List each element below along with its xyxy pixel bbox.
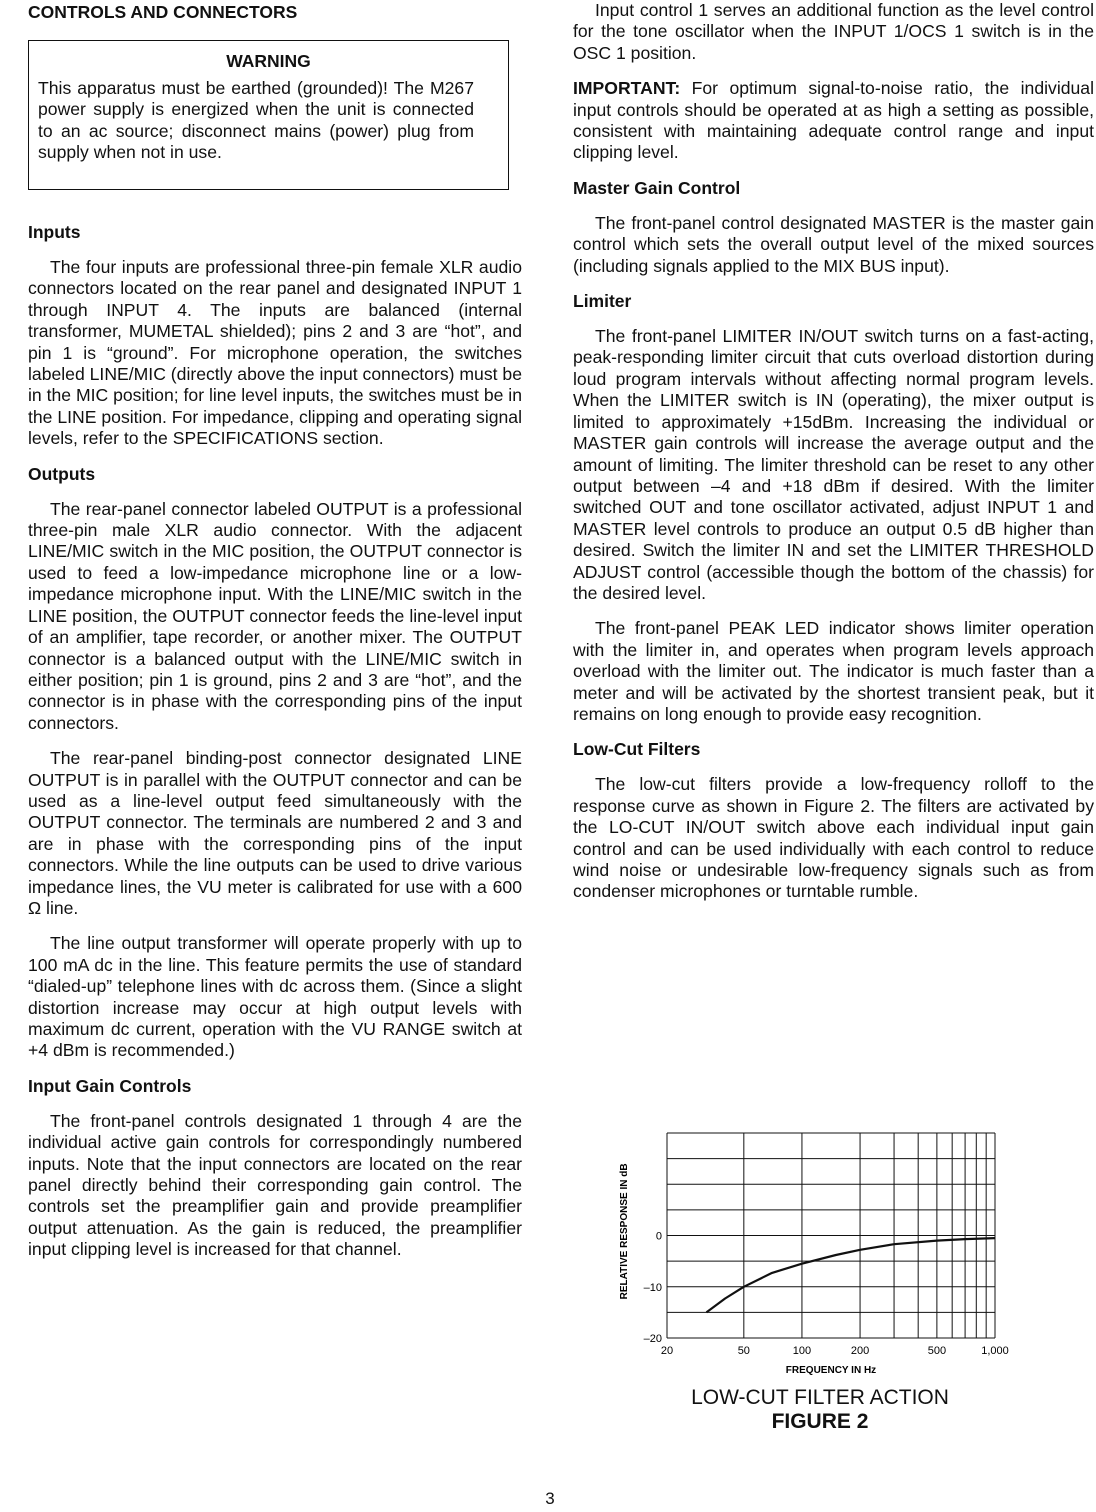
right-sections	[573, 0, 1094, 917]
x-axis-label: FREQUENCY IN Hz	[785, 1365, 877, 1376]
paragraph: The rear-panel connector labeled OUTPUT is a professional three-pin male XLR audio connector. With the adjacent LINE/MIC switch in the MIC position, the OUTPUT connector is used to feed a low-impedance microphone line or a low-impedance microphone input. With the LINE/MIC switch in the LINE position, the OUTPUT connector feeds the line-level input of an amplifier, tape recorder, or another mixer. The OUTPUT connector is a balanced output with the LINE/MIC switch in either position; pin 1 is ground, pins 2 and 3 are “hot”, and the connector is in phase with the corresponding pins of the input connectors.	[28, 498, 522, 733]
important-text: For optimum signal-to-noise ratio, the individual input controls should be operated at as high a setting as possible, consistent with maintaining adequate control range and input clipping level.	[573, 78, 1094, 163]
section-title: Inputs	[28, 222, 81, 242]
section-title: Low-Cut Filters	[573, 739, 701, 760]
section-heading: CONTROLS AND CONNECTORS	[28, 2, 298, 22]
paragraph: Input control 1 serves an additional function as the level control for the tone oscillator when the INPUT 1/OCS 1 switch is in the OSC 1 position.	[573, 0, 1094, 63]
y-axis-label: RELATIVE RESPONSE IN dB	[619, 1163, 630, 1300]
x-tick-label: 20	[660, 1345, 674, 1357]
warning-text: This apparatus must be earthed (grounded)! The M267 power supply is energized when the unit is connected to an ac source; disconnect mains (power) plug from supply when not in use.	[38, 78, 474, 163]
paragraph: The front-panel PEAK LED indicator shows limiter operation with the limiter in, and operates when program levels approach overload with the limiter out. The indicator is much faster than a meter and will be activated by the shortest transient peak, but it remains on long enough to provide easy recognition.	[573, 618, 1094, 724]
left-sections	[28, 216, 522, 1275]
page-number: 3	[545, 1489, 555, 1508]
x-tick-label: 50	[737, 1345, 750, 1357]
figure-caption: LOW-CUT FILTER ACTION	[691, 1386, 949, 1409]
important-note	[573, 78, 1094, 164]
section-title: Limiter	[573, 291, 632, 312]
x-tick-label: 1,000	[981, 1345, 1009, 1357]
important-label: IMPORTANT:	[573, 78, 681, 99]
paragraph: The four inputs are professional three-pin female XLR audio connectors located on the rear panel and designated INPUT 1 through INPUT 4. The inputs are balanced (internal transformer, MUMETAL shielded); pins 2 and 3 are “hot”, and pin 1 is “ground”. For microphone operation, the switches labeled LINE/MIC (directly above the input connectors) must be in the MIC position; for line level inputs, the switches must be in the LINE position. For impedance, clipping and operating signal levels, refer to the SPECIFICATIONS section.	[28, 257, 522, 449]
paragraph: The low-cut filters provide a low-frequency rolloff to the response curve as shown in Figure 2. The filters are activated by the LO-CUT IN/OUT switch above each individual input gain control and can be used individually with each control to reduce wind noise or undesirable low-frequency signals such as from condenser microphones or turntable rumble.	[573, 774, 1094, 902]
section-title: Outputs	[28, 463, 96, 484]
y-tick-label: 0	[655, 1230, 662, 1243]
paragraph: The front-panel controls designated 1 through 4 are the individual active gain controls for correspondingly numbered inputs. Note that the input connectors are located on the rear panel directly behind their corresponding gain control. The controls set the preamplifier gain and provide preamplifier output attenuation. As the gain is reduced, the preamplifier input clipping level is increased for that channel.	[28, 1110, 522, 1260]
x-tick-label: 100	[792, 1345, 812, 1357]
x-tick-label: 500	[927, 1345, 947, 1357]
y-tick-label: –10	[643, 1281, 662, 1294]
paragraph: The front-panel LIMITER IN/OUT switch turns on a fast-acting, peak-responding limiter circuit that cuts overload distortion during loud program intervals without affecting normal program levels. When the LIMITER switch is IN (operating), the mixer output is limited to approximately +15dBm. Increasing the individual or MASTER gain controls will increase the average output and the amount of limiting. The limiter threshold can be reset to any other output between –4 and +18 dBm if desired. With the limiter switched OUT and tone oscillator activated, adjust INPUT 1 and MASTER level controls to produce an output 0.5 dB higher than desired. Switch the limiter IN and set the LIMITER THRESHOLD ADJUST control (accessible though the bottom of the chassis) for the desired level.	[573, 326, 1094, 603]
paragraph: The front-panel control designated MASTER is the master gain control which sets the overall output level of the mixed sources (including signals applied to the MIX BUS input).	[573, 212, 1094, 276]
y-tick-label: –20	[643, 1333, 662, 1345]
low-cut-chart	[590, 1120, 1030, 1390]
warning-title: WARNING	[226, 51, 311, 71]
section-title: Master Gain Control	[573, 177, 741, 198]
figure-label: FIGURE 2	[771, 1410, 869, 1433]
paragraph: The rear-panel binding-post connector designated LINE OUTPUT is in parallel with the OUTPUT connector and can be used as a line-level output feed simultaneously with the OUTPUT connector. The terminals are numbered 2 and 3 and are in phase with the corresponding pins of the input connectors. While the line outputs can be used to drive various impedance lines, the VU meter is calibrated for use with a 600 Ω line.	[28, 748, 522, 918]
right-section-list	[573, 178, 1094, 903]
warning-box	[28, 40, 509, 190]
paragraph: The line output transformer will operate properly with up to 100 mA dc in the line. This feature permits the use of standard “dialed-up” telephone lines with dc across them. (Since a slight distortion increase may occur at high output levels with maximum dc current, operation with the VU RANGE switch at +4 dBm is recommended.)	[28, 933, 522, 1061]
x-tick-label: 200	[850, 1345, 870, 1357]
section-title: Input Gain Controls	[28, 1075, 192, 1096]
